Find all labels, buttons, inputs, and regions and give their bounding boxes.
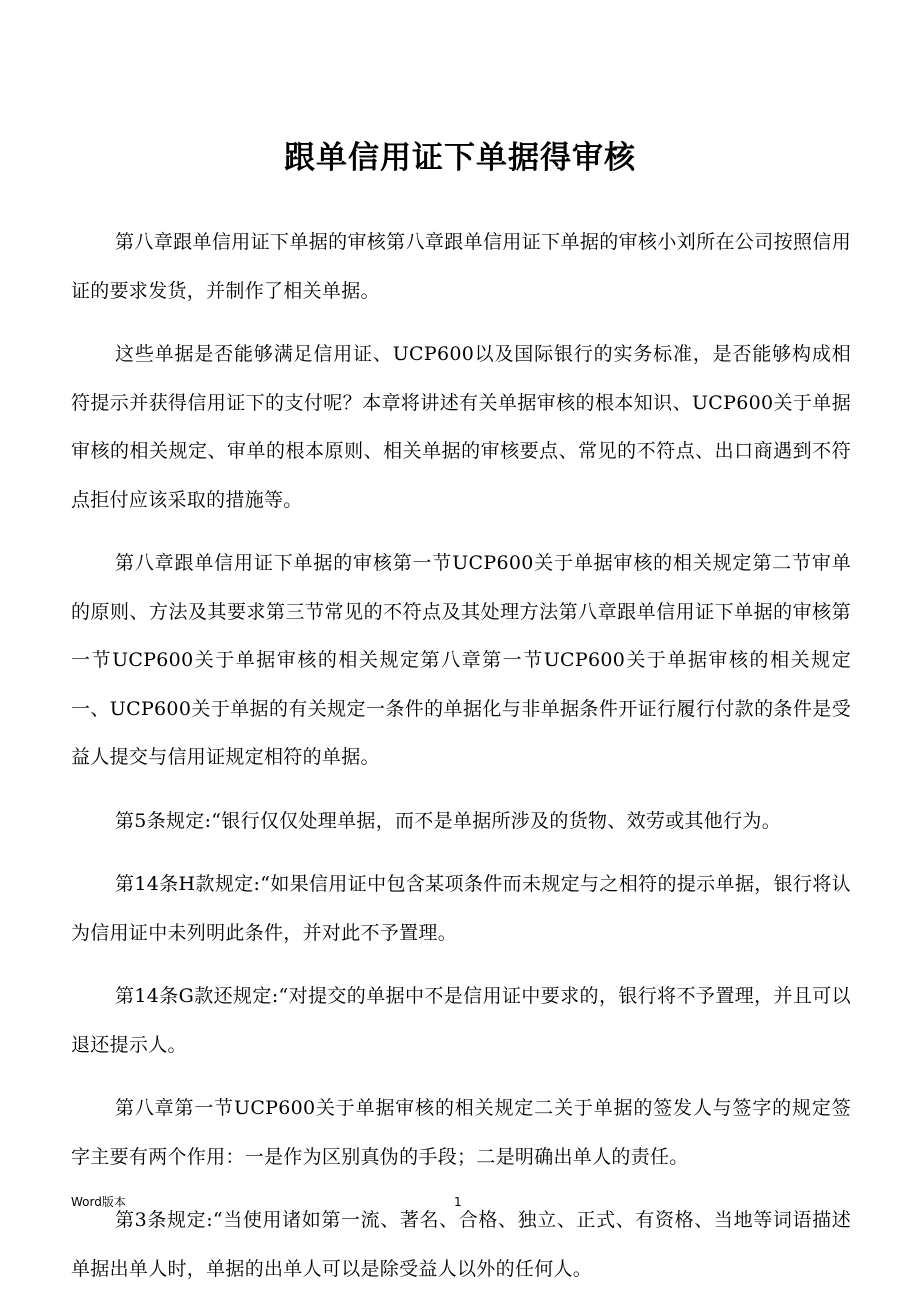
footer-version-label: Word版本 (71, 1195, 126, 1209)
footer-page-number: 1 (454, 1195, 462, 1209)
paragraph: 第14条G款还规定:“对提交的单据中不是信用证中要求的，银行将不予置理，并且可以退还提示人。 (71, 985, 851, 1056)
paragraph: 第14条H款规定:“如果信用证中包含某项条件而未规定与之相符的提示单据，银行将认为信用证中未列明此条件，并对此不予置理。 (71, 873, 851, 944)
document-body (71, 218, 851, 1308)
document-title: 跟单信用证下单据得审核 (284, 140, 636, 176)
paragraph: 第3条规定:“当使用诸如第一流、著名、合格、独立、正式、有资格、当地等词语描述单据出单人时，单据的出单人可以是除受益人以外的任何人。 (71, 1209, 851, 1280)
paragraph: 第八章跟单信用证下单据的审核第八章跟单信用证下单据的审核小刘所在公司按照信用证的要求发货，并制作了相关单据。 (71, 231, 851, 302)
paragraph: 第5条规定:“银行仅仅处理单据，而不是单据所涉及的货物、效劳或其他行为。 (115, 809, 782, 832)
paragraph: 第八章跟单信用证下单据的审核第一节UCP600关于单据审核的相关规定第二节审单的原则、方法及其要求第三节常见的不符点及其处理方法第八章跟单信用证下单据的审核第一节UCP600关于单据审核的相关规定第八章第一节UCP600关于单据审核的相关规定一、UCP600关于单据的有关规定一条件的单据化与非单据条件开证行履行付款的条件是受益人提交与信用证规定相符的单据。 (71, 552, 851, 768)
paragraph: 第八章第一节UCP600关于单据审核的相关规定二关于单据的签发人与签字的规定签字主要有两个作用：一是作为区别真伪的手段；二是明确出单人的责任。 (71, 1097, 851, 1168)
paragraph: 这些单据是否能够满足信用证、UCP600以及国际银行的实务标准，是否能够构成相符提示并获得信用证下的支付呢？本章将讲述有关单据审核的根本知识、UCP600关于单据审核的相关规定、审单的根本原则、相关单据的审核要点、常见的不符点、出口商遇到不符点拒付应该采取的措施等。 (71, 343, 851, 511)
